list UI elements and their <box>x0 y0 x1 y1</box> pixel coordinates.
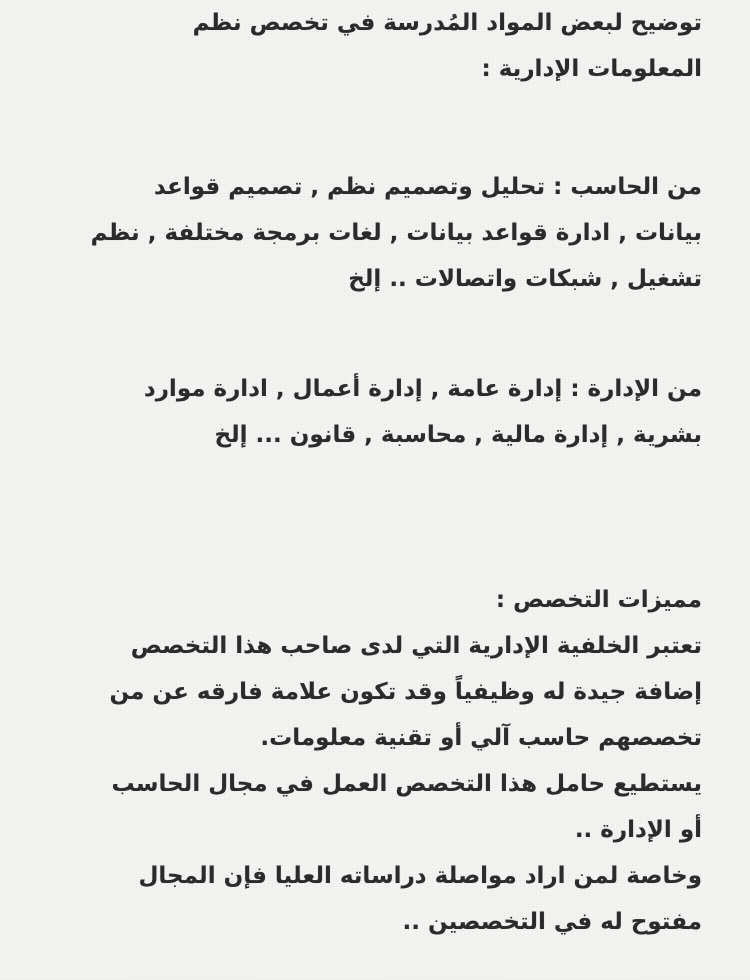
paragraph-line: تشغيل , شبكات واتصالات .. إلخ <box>348 266 702 292</box>
paragraph-line: تعتبر الخلفية الإدارية التي لدى صاحب هذا التخصص <box>130 633 702 659</box>
note-title <box>40 0 702 92</box>
title-line: المعلومات الإدارية : <box>481 56 702 82</box>
specialty-features-paragraph <box>40 577 702 945</box>
paragraph-line: بشرية , إدارة مالية , محاسبة , قانون ... إلخ <box>214 422 702 448</box>
paragraph-line: بيانات , ادارة قواعد بيانات , لغات برمجة مختلفة , نظم <box>90 220 702 246</box>
paragraph-line: مفتوح له في التخصصين .. <box>402 909 702 935</box>
paragraph-line: تخصصهم حاسب آلي أو تقنية معلومات. <box>260 725 702 751</box>
management-subjects-paragraph <box>40 366 702 458</box>
features-heading: مميزات التخصص : <box>495 587 702 613</box>
computer-subjects-paragraph <box>40 164 702 302</box>
paragraph-line: أو الإدارة .. <box>574 817 702 843</box>
paragraph-line: من الإدارة : إدارة عامة , إدارة أعمال , ادارة موارد <box>143 376 702 402</box>
paragraph-line: وخاصة لمن اراد مواصلة دراساته العليا فإن المجال <box>138 863 702 889</box>
paragraph-line: إضافة جيدة له وظيفياً وقد تكون علامة فارقه عن من <box>109 679 702 705</box>
paragraph-line: من الحاسب : تحليل وتصميم نظم , تصميم قواعد <box>153 174 702 200</box>
title-line: توضيح لبعض المواد المُدرسة في تخصص نظم <box>192 10 702 36</box>
paragraph-line: يستطيع حامل هذا التخصص العمل في مجال الحاسب <box>111 771 702 797</box>
